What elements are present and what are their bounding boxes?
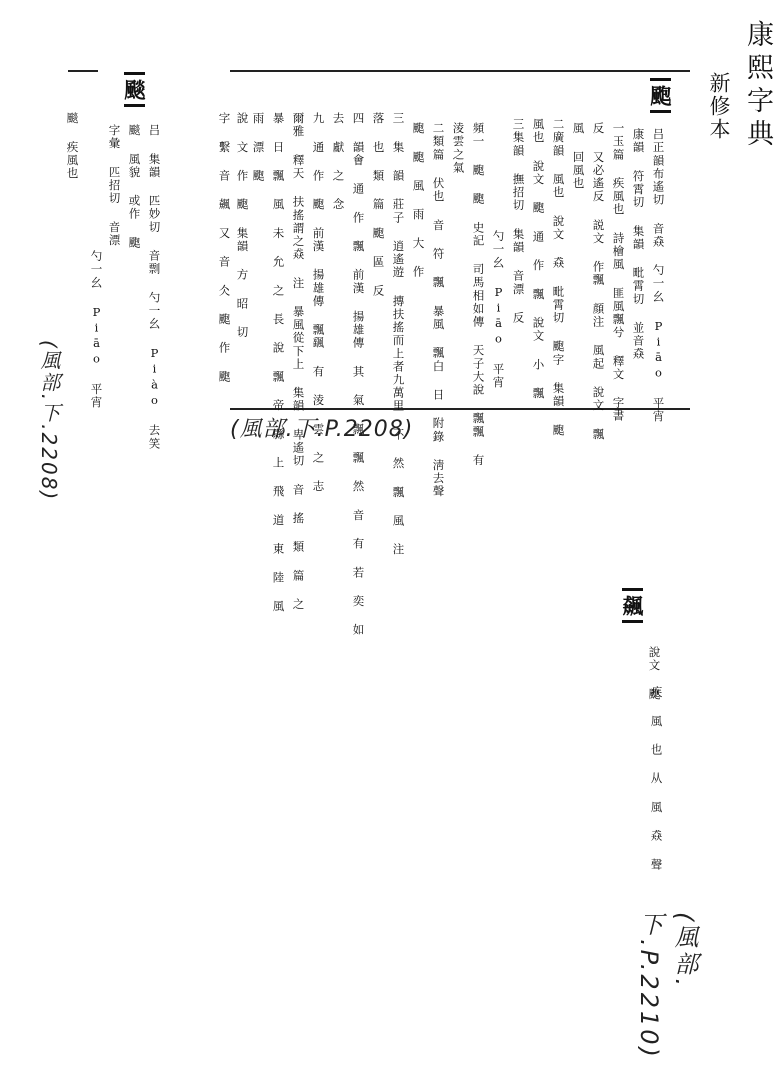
entry-right-col-6: 二廣韻 風也 說文 猋 毗霄切 颮字 集韻 颮 [551, 118, 566, 437]
page-reference-lower: (風部.下.P.2210) [635, 912, 698, 1060]
entry-right-col-20: 暴 日 飄 風 未 允 之 長 說 飄 帝 縣 上 飛 道 東 陸 風 [271, 112, 286, 613]
edition-subtitle: 新修本 [707, 72, 731, 141]
entry-left-col-2: 颷 風貌 或作 颮 [127, 124, 142, 250]
entry-right-col-1: 吕正韻布遙切 音猋 勺一幺 Piāo 平宵 [651, 128, 666, 424]
entry-right-col-12: 二類篇 伏也 音 符 飄 暴風 飄白 日 附錄 淸去聲 [431, 122, 446, 499]
entry-right-col-14: 三 集 韻 莊子 逍遙遊 摶扶搖而上者九萬里 不 然 飄 風 注 [391, 112, 406, 557]
entry-left-col-3: 字彙 匹招切 音漂 [107, 124, 122, 247]
entry-right-col-22: 說 文 作 颮 集韻 方 昭 切 [235, 112, 250, 340]
entry-right-col-23: 字 繫 音 飆 又 音 仌 颮 作 颮 [217, 112, 232, 384]
entry-left-col-5: 颷 疾風也 [65, 112, 80, 180]
entry-right-col-7: 風也 說文 颮 通 作 飄 說文 小 飄 [531, 118, 546, 400]
entry-right-col-3: 一玉篇 疾風也 詩檜風 匪風飄兮 釋文 字書 [611, 122, 626, 423]
entry-right-col-11: 淩雲之氣 [451, 122, 466, 175]
page-reference-left: (風部.下.2208) [37, 340, 61, 502]
top-rule-left [68, 70, 98, 72]
dictionary-title: 康熙字典 [742, 20, 773, 152]
entry-right-col-2: 康韻 符霄切 集韻 毗霄切 並音猋 [631, 128, 646, 361]
entry-right-col-9: 勺一幺 Piāo 平宵 [491, 230, 506, 390]
entry-right-col-8: 三集韻 撫招切 集韻 音漂 反 [511, 118, 526, 325]
entry-left-col-4: 勺一幺 Piāo 平宵 [89, 250, 104, 410]
entry-right-col-4: 反 又必遙反 説文 作飄 顔注 風起 說文 飄 [591, 122, 606, 441]
headword-biao-lower: 飆 [622, 588, 643, 623]
top-rule-right [230, 70, 690, 72]
entry-right-col-10: 頻一 颮 颮 史記 司馬相如傳 天子大說 飄飄 有 [471, 122, 486, 467]
entry-right-col-18: 九 通 作 颮 前漢 揚雄傳 飄颻 有 淩 雲 之 志 [311, 112, 326, 494]
page-reference-right: (風部.下.P.2208) [230, 417, 414, 442]
entry-lower-col-2: 疾 風 也 从 風 猋 聲 [649, 686, 664, 872]
entry-right-col-16: 四 韻會 通 作 飄 前漢 揚雄傳 其 氣 飄 飄 然 音 有 若 奕 如 [351, 112, 366, 637]
entry-left-col-1: 吕 集韻 匹妙切 音剽 勺一幺 Piào 去笑 [147, 124, 162, 451]
headword-piao-right: 颮 [650, 78, 671, 113]
entry-right-col-19: 爾雅 釋天 扶搖謂之猋 注 暴風從下上 集韻 卑遙切 音 搖 類 篇 之 [291, 112, 306, 612]
entry-right-col-5: 風 回風也 [571, 122, 586, 190]
headword-piao-left: 颷 [124, 72, 145, 107]
entry-right-col-21: 雨 漂 颮 [251, 112, 266, 183]
entry-right-col-13: 颮 颮 風 雨 大 作 [411, 122, 426, 279]
entry-right-col-17: 去 獻 之 念 [331, 112, 346, 212]
entry-right-col-15: 落 也 類 篇 颮 區 反 [371, 112, 386, 298]
entry-lower-col-1: 說文 颮 [647, 646, 662, 701]
